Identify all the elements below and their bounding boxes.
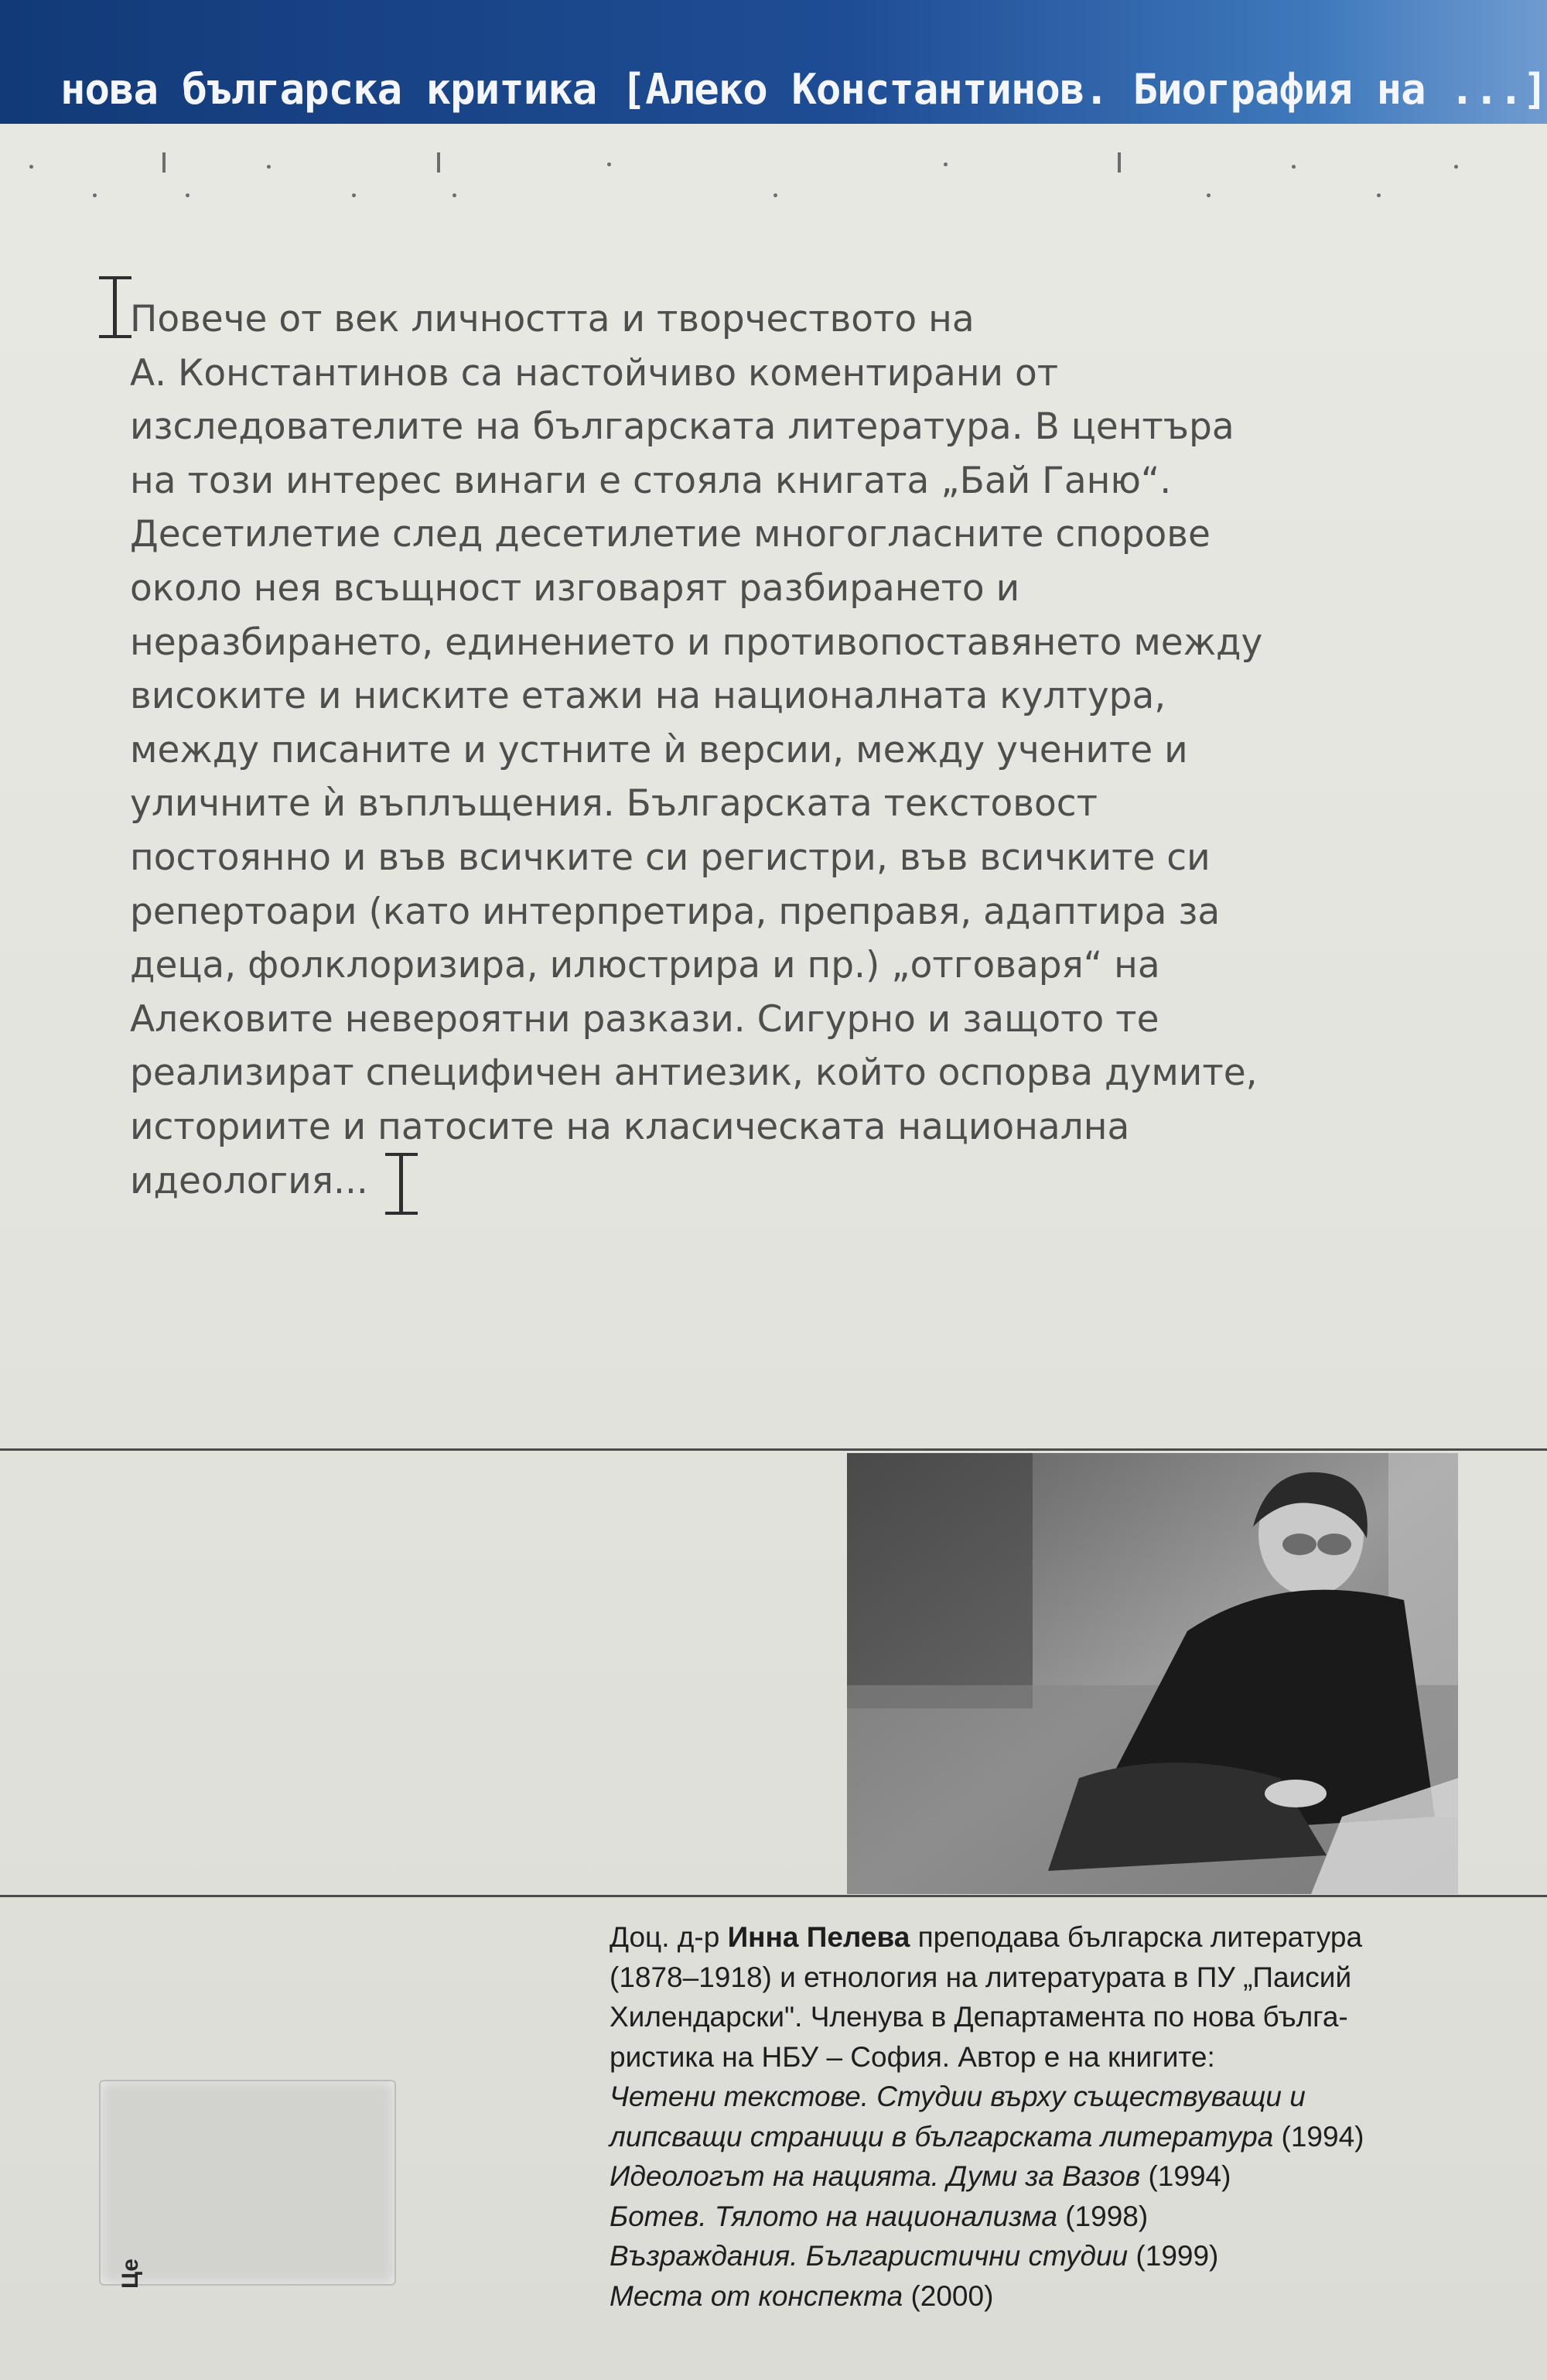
blurb-line: Повече от век личността и творчеството на [130,298,975,340]
blurb-line: уличните ѝ въплъщения. Българската текстовост [130,782,1098,826]
bio-line: Хилендарски". Членува в Департамента по нова бълга- [610,2001,1348,2033]
blurb-line: около нея всъщност изговарят разбирането и [130,566,1020,610]
book-title: липсващи страници в българската литература [610,2120,1274,2153]
blurb-line: историите и патосите на класическата национална [130,1105,1130,1148]
blurb-line: неразбирането, единението и противопоставянето между [130,621,1263,664]
book-year: (1999) [1135,2240,1219,2272]
blurb-line: А. Константинов са настойчиво коментирани от [130,351,1059,395]
blurb-line: Алековите невероятни разкази. Сигурно и защото те [130,997,1159,1041]
blurb-line: идеология... [130,1159,368,1202]
text-cursor-icon [385,1153,418,1215]
bio-line: (1878–1918) и етнология на литературата в ПУ „Паисий [610,1961,1352,1993]
author-photo [847,1453,1458,1894]
book-item [610,2236,1522,2276]
book-year: (1994) [1148,2160,1231,2192]
book-title: Места от конспекта [610,2279,903,2312]
blurb-line: Десетилетие след десетилетие многогласните спорове [130,513,1211,556]
text-ruler [0,135,1547,213]
bio-title: Доц. д-р [610,1921,720,1953]
bio-line [610,1917,1522,1958]
blurb-line: между писаните и устните ѝ версии, между учените и [130,728,1188,771]
blurb-text [130,292,1507,1208]
text-cursor-icon [99,276,131,338]
blurb-line: постоянно и във всичките си регистри, във всичките си [130,836,1211,879]
book-year: (1994) [1281,2120,1364,2153]
book-item [610,2077,1522,2117]
book-title: Четени текстове. Студии върху съществуващи и [610,2081,1306,2112]
author-photo-icon [847,1453,1458,1894]
book-title: Идеологът на нацията. Думи за Вазов [610,2160,1141,2192]
book-item [610,2276,1522,2317]
author-name: Инна Пелева [727,1921,910,1953]
book-item [610,2117,1522,2157]
blurb-line: високите и ниските етажи на националната култура, [130,675,1166,718]
bio-line: ристика на НБУ – София. Автор е на книгите: [610,2040,1215,2073]
book-year: (2000) [910,2279,994,2312]
book-title: Ботев. Тялото на национализма [610,2200,1057,2232]
divider-line [0,1448,1547,1451]
bio-text: преподава българска литература [917,1921,1363,1953]
blurb-line: изследователите на българската литература. В центъра [130,405,1235,449]
book-title: Възраждания. Българистични студии [610,2240,1129,2272]
price-label: Це [118,2259,143,2289]
price-sticker [99,2080,396,2286]
blurb-line: репертоари (като интерпретира, преправя, адаптира за [130,890,1221,933]
author-bio [610,1917,1522,2316]
series-title: нова българска критика [Алеко Константинов. Биография на ...] [60,65,1547,114]
book-item [610,2156,1522,2197]
blurb-line: деца, фолклоризира, илюстрира и пр.) „отговаря“ на [130,944,1160,987]
divider-line [0,1895,1547,1897]
book-item [610,2197,1522,2237]
series-title-bar [0,0,1547,124]
blurb-line: реализират специфичен антиезик, който оспорва думите, [130,1052,1258,1095]
book-year: (1998) [1065,2200,1149,2232]
blurb-line: на този интерес винаги е стояла книгата „Бай Ганю“. [130,459,1172,502]
